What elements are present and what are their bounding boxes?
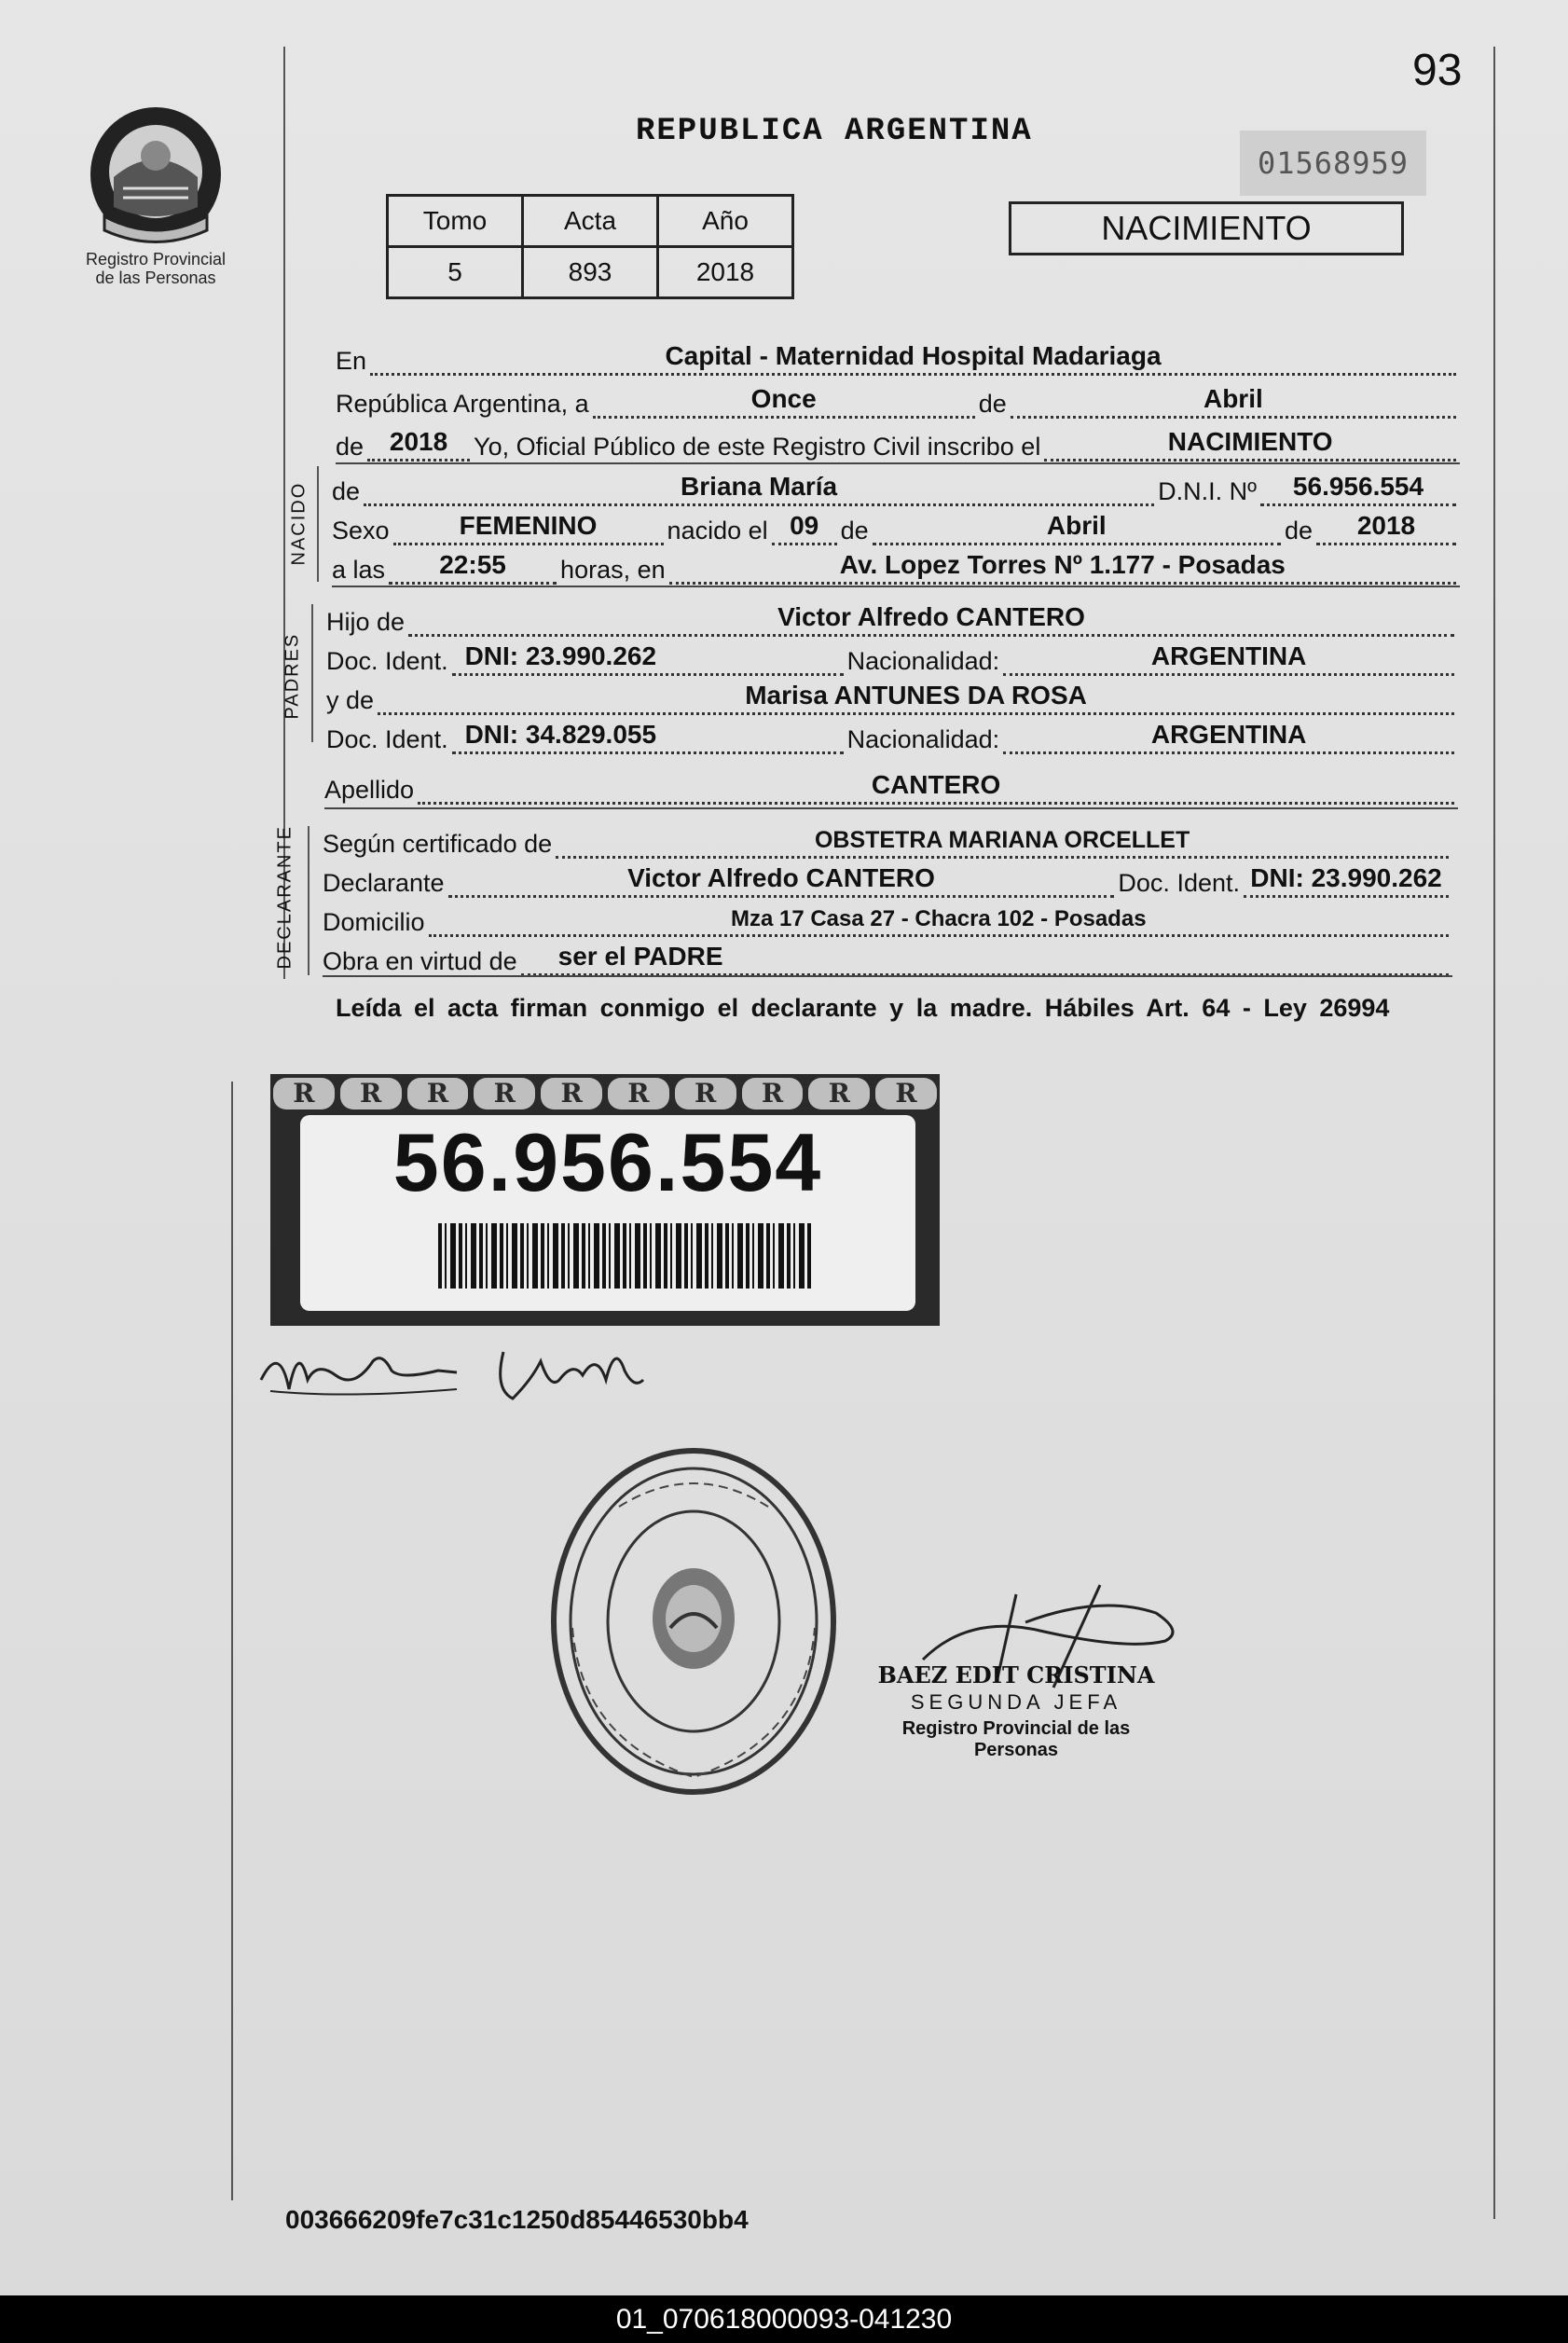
official-seal-icon xyxy=(544,1441,843,1801)
r-mark: R xyxy=(808,1078,870,1109)
signature-handwritten xyxy=(252,1324,662,1417)
left-margin-line-lower xyxy=(231,1082,233,2200)
nacido-section-label: NACIDO xyxy=(288,481,309,566)
page-number: 93 xyxy=(1412,46,1463,95)
official-role: SEGUNDA JEFA xyxy=(910,1690,1122,1714)
nacido-time-row xyxy=(332,550,1460,585)
year-field xyxy=(367,427,470,462)
declarante-doc-field xyxy=(1244,863,1449,898)
birth-address-field xyxy=(669,550,1456,585)
father-doc-field xyxy=(452,641,844,676)
mother-nat-field xyxy=(1003,720,1454,754)
intro-date-row xyxy=(336,384,1460,419)
birth-year-value: 2018 xyxy=(1356,511,1416,540)
header-tomo: Tomo xyxy=(388,196,523,247)
domicilio-label: Domicilio xyxy=(323,908,425,936)
obra-value: ser el PADRE xyxy=(557,942,723,971)
r-mark: R xyxy=(407,1078,469,1109)
r-mark: R xyxy=(273,1078,335,1109)
doc-label: Doc. Ident. xyxy=(326,647,448,675)
place-value: Capital - Maternidad Hospital Madariaga xyxy=(665,341,1162,370)
dni-sticker-pattern xyxy=(270,1074,940,1113)
place-field xyxy=(370,341,1456,376)
mother-name-row xyxy=(326,681,1458,715)
official-office: Registro Provincial de las Personas xyxy=(901,1718,1131,1760)
de-label-4: de xyxy=(840,517,869,544)
father-value: Victor Alfredo CANTERO xyxy=(777,602,1085,631)
registry-logo xyxy=(76,104,235,287)
event-value: NACIMIENTO xyxy=(1167,427,1333,456)
declarante-divider xyxy=(323,975,1452,977)
en-label: En xyxy=(336,347,367,375)
sexo-value: FEMENINO xyxy=(459,511,598,540)
de-label-5: de xyxy=(1284,517,1313,544)
right-margin-line xyxy=(1493,47,1495,2219)
year-value: 2018 xyxy=(389,427,448,456)
provincial-shield-icon xyxy=(86,104,226,244)
padres-section-label: PADRES xyxy=(282,632,303,720)
mother-doc-row xyxy=(326,720,1458,754)
obra-label: Obra en virtud de xyxy=(323,947,517,975)
r-mark: R xyxy=(675,1078,736,1109)
nacido-bracket xyxy=(317,466,319,582)
cert-field xyxy=(556,828,1449,859)
birth-month-value: Abril xyxy=(1046,511,1107,540)
sexo-label: Sexo xyxy=(332,517,390,544)
mother-doc-value: DNI: 34.829.055 xyxy=(464,720,657,749)
month-value: Abril xyxy=(1203,384,1263,413)
month-field xyxy=(1011,384,1456,419)
de-label-3: de xyxy=(332,477,361,505)
barcode-icon xyxy=(438,1223,813,1289)
declarante-bracket xyxy=(308,826,309,975)
day-field xyxy=(593,384,975,419)
padres-bracket xyxy=(311,604,313,742)
cert-value: OBSTETRA MARIANA ORCELLET xyxy=(814,827,1190,853)
apellido-divider xyxy=(324,807,1458,809)
sexo-field xyxy=(393,511,664,545)
declarante-doc-value: DNI: 23.990.262 xyxy=(1250,863,1442,892)
declarante-name-value: Victor Alfredo CANTERO xyxy=(627,863,935,892)
apellido-value: CANTERO xyxy=(871,770,1001,799)
doc-label-3: Doc. Ident. xyxy=(1118,869,1240,897)
birth-day-value: 09 xyxy=(790,511,819,540)
domicilio-row xyxy=(323,906,1452,937)
de-label: de xyxy=(978,390,1007,418)
cert-label: Según certificado de xyxy=(323,830,553,858)
dni-label: D.N.I. Nº xyxy=(1158,477,1257,505)
mother-nat-value: ARGENTINA xyxy=(1150,720,1307,749)
father-field xyxy=(408,602,1454,637)
r-mark: R xyxy=(340,1078,402,1109)
doc-label-2: Doc. Ident. xyxy=(326,725,448,753)
dni-field xyxy=(1260,472,1456,506)
mother-field xyxy=(378,681,1454,715)
file-id-bar: 01_070618000093-041230 xyxy=(0,2295,1568,2343)
nacionalidad-label-2: Nacionalidad: xyxy=(846,725,1000,753)
horas-label: horas, en xyxy=(560,556,666,584)
birth-day-field xyxy=(772,511,837,545)
value-acta: 893 xyxy=(523,247,658,298)
nacido-sexo-row xyxy=(332,511,1460,545)
declarante-name-field xyxy=(448,863,1115,898)
domicilio-field xyxy=(429,906,1449,937)
father-doc-value: DNI: 23.990.262 xyxy=(464,641,657,670)
obra-field xyxy=(521,942,1449,976)
declarante-row xyxy=(323,863,1452,898)
apellido-row xyxy=(324,770,1458,805)
registry-table xyxy=(386,194,794,299)
official-name: BAEZ EDIT CRISTINA xyxy=(877,1661,1155,1688)
closing-note: Leída el acta firman conmigo el declarante y la madre. Hábiles Art. 64 - Ley 26994 xyxy=(336,994,1390,1022)
event-field xyxy=(1044,427,1456,462)
a-las-label: a las xyxy=(332,556,386,584)
republica-label: República Argentina, a xyxy=(336,390,589,418)
intro-place-row xyxy=(336,341,1460,376)
nacido-divider xyxy=(332,586,1460,587)
birth-month-field xyxy=(873,511,1281,545)
de-label-2: de xyxy=(336,433,364,461)
r-mark: R xyxy=(474,1078,535,1109)
nacido-name-row xyxy=(332,472,1460,506)
apellido-label: Apellido xyxy=(324,776,415,804)
declarante-label: Declarante xyxy=(323,869,445,897)
domicilio-value: Mza 17 Casa 27 - Chacra 102 - Posadas xyxy=(730,906,1147,931)
declarante-section-label: DECLARANTE xyxy=(274,825,296,970)
r-mark: R xyxy=(541,1078,602,1109)
dni-sticker-number: 56.956.554 xyxy=(392,1116,823,1208)
time-value: 22:55 xyxy=(439,550,506,579)
mother-value: Marisa ANTUNES DA ROSA xyxy=(745,681,1087,710)
father-doc-row xyxy=(326,641,1458,676)
document-title: REPUBLICA ARGENTINA xyxy=(636,114,1033,149)
official-signature-block xyxy=(862,1661,1170,1761)
value-tomo: 5 xyxy=(388,247,523,298)
dni-value: 56.956.554 xyxy=(1292,472,1424,501)
day-value: Once xyxy=(750,384,817,413)
time-field xyxy=(389,550,557,585)
y-de-label: y de xyxy=(326,686,375,714)
intro-event-row xyxy=(336,427,1460,462)
r-mark: R xyxy=(608,1078,669,1109)
serial-stamp: 01568959 xyxy=(1240,131,1426,196)
value-anio: 2018 xyxy=(658,247,793,298)
hijo-de-label: Hijo de xyxy=(326,608,406,636)
name-field xyxy=(364,472,1154,506)
logo-caption: Registro Provincial de las Personas xyxy=(85,250,227,287)
name-value: Briana María xyxy=(681,472,838,501)
apellido-field xyxy=(418,770,1454,805)
r-mark: R xyxy=(875,1078,937,1109)
birth-year-field xyxy=(1316,511,1456,545)
obra-row xyxy=(323,942,1452,976)
header-anio: Año xyxy=(658,196,793,247)
father-nat-field xyxy=(1003,641,1454,676)
r-mark: R xyxy=(742,1078,804,1109)
nacionalidad-label: Nacionalidad: xyxy=(846,647,1000,675)
document-hash: 003666209fe7c31c1250d85446530bb4 xyxy=(285,2205,749,2234)
yo-text: Yo, Oficial Público de este Registro Civil inscribo el xyxy=(474,433,1041,461)
intro-divider xyxy=(336,462,1460,464)
nacido-el-label: nacido el xyxy=(667,517,768,544)
father-nat-value: ARGENTINA xyxy=(1150,641,1307,670)
header-acta: Acta xyxy=(523,196,658,247)
cert-row xyxy=(323,828,1452,859)
record-type-box: NACIMIENTO xyxy=(1009,201,1404,255)
birth-address-value: Av. Lopez Torres Nº 1.177 - Posadas xyxy=(839,550,1286,579)
mother-doc-field xyxy=(452,720,844,754)
father-name-row xyxy=(326,602,1458,637)
